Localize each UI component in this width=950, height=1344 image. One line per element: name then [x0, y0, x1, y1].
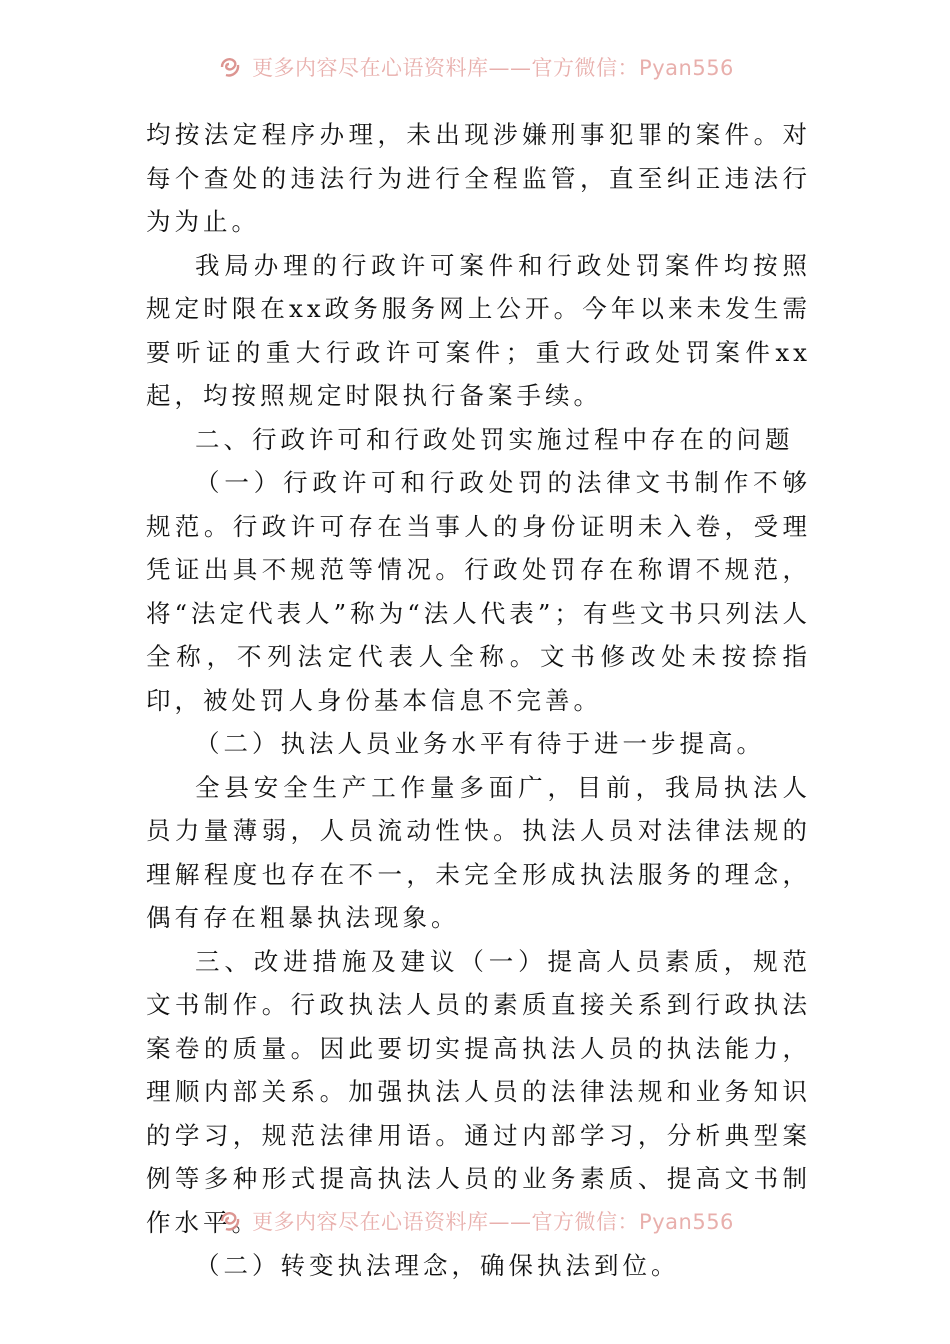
- subheading-3-2: （二）转变执法理念，确保执法到位。: [195, 1251, 680, 1280]
- watermark-logo-icon: [216, 1207, 244, 1235]
- section-heading-2: 二、行政许可和行政处罚实施过程中存在的问题: [195, 424, 794, 454]
- paragraph-7: 三、改进措施及建议（一）提高人员素质，规范文书制作。行政执法人员的素质直接关系到行政执法案卷的质量。因此要切实提高执法人员的执法能力，理顺内部关系。加强执法人员的法律法规和业务知识的学习，规范法律用语。通过内部学习，分析典型案例等多种形式提高执法人员的业务素质、提高文书制作水平。: [146, 946, 811, 1237]
- paragraph-2: 我局办理的行政许可案件和行政处罚案件均按照规定时限在xx政务服务网上公开。今年以来未发生需要听证的重大行政许可案件；重大行政处罚案件xx起，均按照规定时限执行备案手续。: [146, 250, 811, 410]
- watermark-header: [0, 47, 950, 87]
- watermark-text: 更多内容尽在心语资料库——官方微信：Pyan556: [252, 56, 734, 80]
- watermark-footer: [0, 1201, 950, 1241]
- document-body: [146, 113, 811, 1288]
- paragraph-6: 全县安全生产工作量多面广，目前，我局执法人员力量薄弱，人员流动性快。执法人员对法律法规的理解程度也存在不一，未完全形成执法服务的理念，偶有存在粗暴执法现象。: [146, 772, 811, 932]
- watermark-logo-icon: [216, 53, 244, 81]
- paragraph-4: （一）行政许可和行政处罚的法律文书制作不够规范。行政许可存在当事人的身份证明未入卷，受理凭证出具不规范等情况。行政处罚存在称谓不规范，将“法定代表人”称为“法人代表”；有些文书只列法人全称，不列法定代表人全称。文书修改处未按捺指印，被处罚人身份基本信息不完善。: [146, 468, 811, 715]
- subheading-2-2: （二）执法人员业务水平有待于进一步提高。: [195, 729, 765, 758]
- paragraph-1: 均按法定程序办理，未出现涉嫌刑事犯罪的案件。对每个查处的违法行为进行全程监管，直至纠正违法行为为止。: [146, 120, 811, 236]
- watermark-text: 更多内容尽在心语资料库——官方微信：Pyan556: [252, 1210, 734, 1234]
